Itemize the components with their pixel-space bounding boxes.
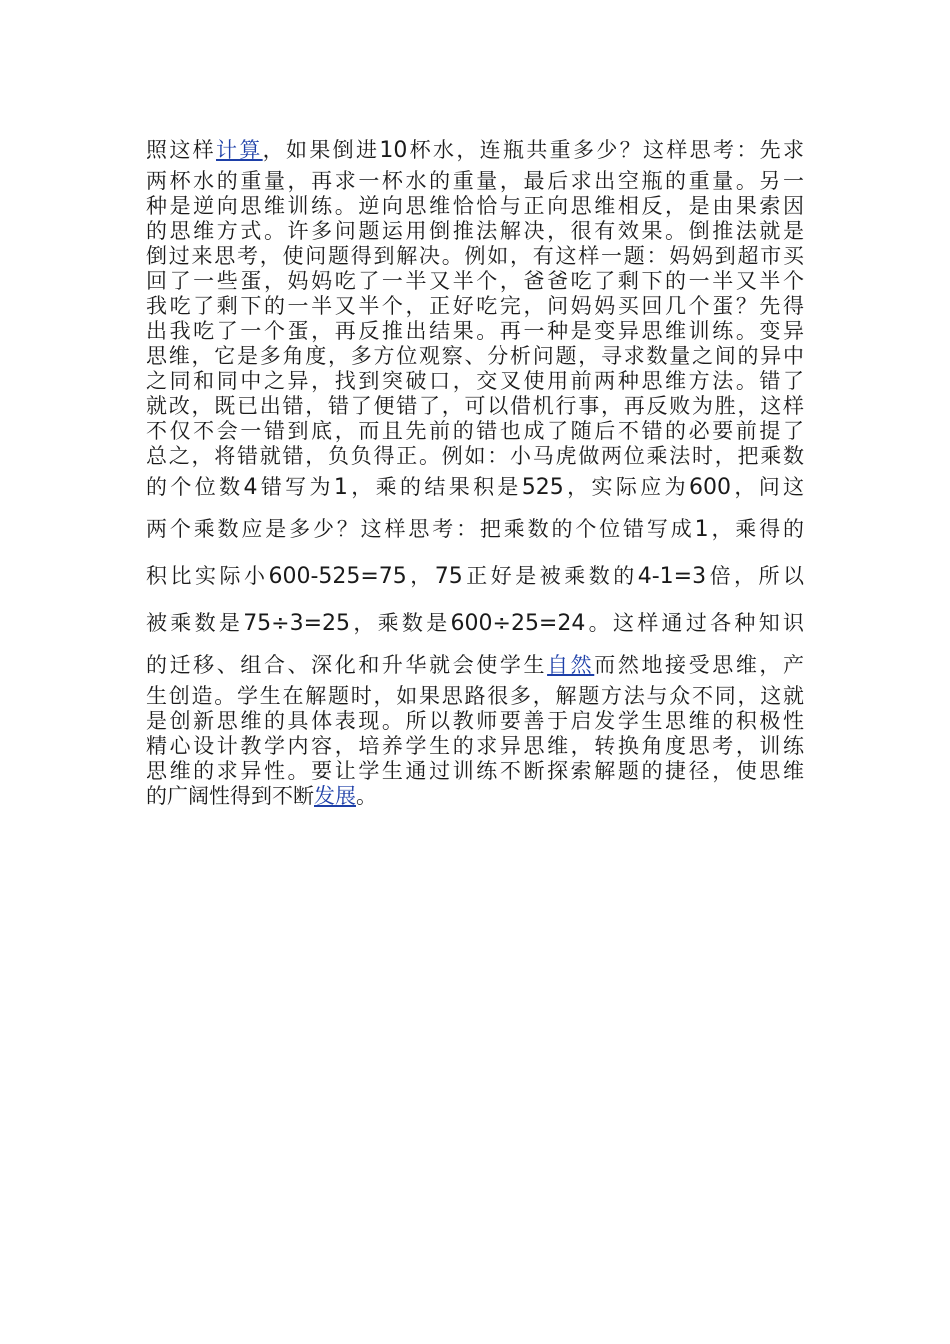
text-line: 之同和同中之异，找到突破口，交叉使用前两种思维方法。错了 <box>146 369 804 393</box>
text-line: 是创新思维的具体表现。所以教师要善于启发学生思维的积极性 <box>146 709 804 733</box>
text-line: 思维的求异性。要让学生通过训练不断探索解题的捷径，使思维 <box>146 759 804 783</box>
text-line: 出我吃了一个蛋，再反推出结果。再一种是变异思维训练。变异 <box>146 319 804 343</box>
link-natural[interactable]: 自然 <box>547 653 595 677</box>
link-development[interactable]: 发展 <box>314 784 356 808</box>
text-line: 思维，它是多角度，多方位观察、分析问题，寻求数量之间的异中 <box>146 344 804 368</box>
text-line: 不仅不会一错到底，而且先前的错也成了随后不错的必要前提了 <box>146 419 804 443</box>
text-line: 倒过来思考，使问题得到解决。例如，有这样一题：妈妈到超市买 <box>146 244 804 268</box>
text-line: 精心设计教学内容，培养学生的求异思维，转换角度思考，训练 <box>146 734 804 758</box>
text-line: 的思维方式。许多问题运用倒推法解决，很有效果。倒推法就是 <box>146 219 804 243</box>
link-calculate[interactable]: 计算 <box>216 138 263 162</box>
text-line: 的迁移、组合、深化和升华就会使学生自然而然地接受思维，产 <box>146 653 804 677</box>
text-line: 两个乘数应是多少？这样思考：把乘数的个位错写成1，乘得的 <box>146 517 804 542</box>
body-paragraph <box>146 132 804 809</box>
text-line: 的个位数4错写为1，乘的结果积是525，实际应为600，问这 <box>146 475 804 500</box>
text-line: 被乘数是75÷3=25，乘数是600÷25=24。这样通过各种知识 <box>146 611 804 636</box>
text-line: 我吃了剩下的一半又半个，正好吃完，问妈妈买回几个蛋？先得 <box>146 294 804 318</box>
text-line: 回了一些蛋，妈妈吃了一半又半个，爸爸吃了剩下的一半又半个 <box>146 269 804 293</box>
text-line: 总之，将错就错，负负得正。例如：小马虎做两位乘法时，把乘数 <box>146 444 804 468</box>
text-line: 生创造。学生在解题时，如果思路很多，解题方法与众不同，这就 <box>146 684 804 708</box>
text-line: 照这样计算，如果倒进10杯水，连瓶共重多少？这样思考：先求 <box>146 138 804 163</box>
text-line: 就改，既已出错，错了便错了，可以借机行事，再反败为胜，这样 <box>146 394 804 418</box>
text-line: 的广阔性得到不断发展。 <box>146 784 377 808</box>
text-line: 两杯水的重量，再求一杯水的重量，最后求出空瓶的重量。另一 <box>146 169 804 193</box>
text-line: 种是逆向思维训练。逆向思维恰恰与正向思维相反，是由果索因 <box>146 194 804 218</box>
text-line: 积比实际小600-525=75，75正好是被乘数的4-1=3倍，所以 <box>146 564 804 589</box>
